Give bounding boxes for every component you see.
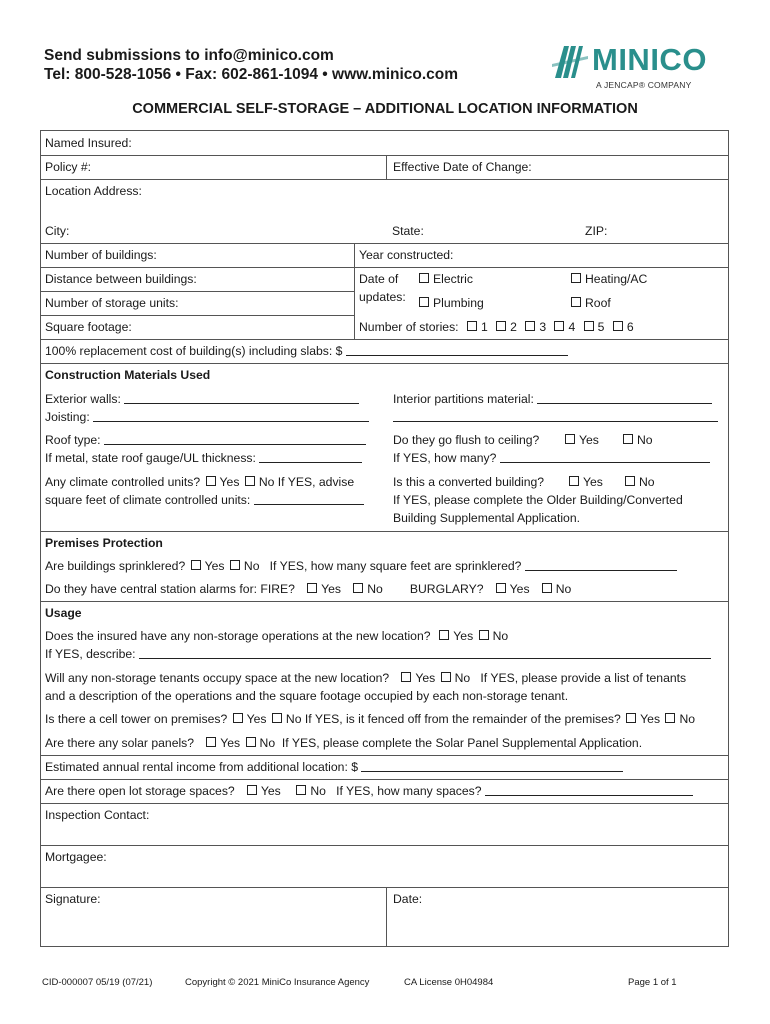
year-constructed-label: Year constructed:: [359, 248, 454, 262]
metal-roof-field[interactable]: If metal, state roof gauge/UL thickness:: [45, 451, 362, 466]
sprinklered-question[interactable]: Are buildings sprinklered? Yes No If YES, how many square feet are sprinklered?: [45, 559, 677, 574]
construction-heading: Construction Materials Used: [45, 368, 211, 382]
cell-tower-question[interactable]: Is there a cell tower on premises? Yes No If YES, is it fenced off from the remainder of the premises? Yes No: [45, 712, 696, 726]
flush-yes-option[interactable]: Yes: [563, 433, 599, 448]
rule: [41, 179, 728, 180]
form-title: COMMERCIAL SELF-STORAGE – ADDITIONAL LOCATION INFORMATION: [132, 101, 638, 117]
replacement-cost-field[interactable]: 100% replacement cost of building(s) including slabs: $: [45, 344, 568, 359]
premises-heading: Premises Protection: [45, 536, 163, 550]
climate-sqft-field[interactable]: square feet of climate controlled units:: [45, 493, 364, 508]
location-form: [40, 130, 729, 947]
flush-no-option[interactable]: No: [621, 433, 653, 448]
storage-units-label: Number of storage units:: [45, 296, 179, 310]
rule: [386, 155, 387, 179]
logo-tagline: A JENCAP® COMPANY: [596, 80, 692, 90]
minico-logo-mark-icon: [552, 44, 588, 78]
usage-heading: Usage: [45, 606, 82, 620]
joisting-field[interactable]: Joisting:: [45, 410, 369, 425]
state-label: State:: [392, 224, 424, 238]
plumbing-option[interactable]: Plumbing: [417, 296, 484, 311]
how-many-field[interactable]: If YES, how many?: [393, 451, 710, 466]
tenants-note: and a description of the operations and the square footage occupied by each non-storage tenant.: [45, 689, 569, 703]
rule: [41, 803, 728, 804]
date-label: Date:: [393, 892, 423, 906]
mortgagee-label: Mortgagee:: [45, 850, 107, 864]
logo-wordmark: MINICO: [592, 42, 707, 77]
city-label: City:: [45, 224, 70, 238]
interior-partitions-line[interactable]: [393, 410, 718, 425]
copyright: Copyright © 2021 MiniCo Insurance Agency: [185, 977, 370, 988]
non-storage-question[interactable]: Does the insured have any non-storage operations at the new location? Yes No: [45, 629, 509, 643]
rule: [41, 267, 728, 268]
converted-note-2: Building Supplemental Application.: [393, 511, 581, 525]
checkbox[interactable]: [571, 273, 581, 283]
rule: [354, 243, 355, 339]
flush-ceiling-question: Do they go flush to ceiling?: [393, 433, 540, 447]
policy-number-label: Policy #:: [45, 160, 92, 174]
rule: [41, 755, 728, 756]
rule: [386, 887, 387, 946]
rule: [41, 363, 728, 364]
roof-option[interactable]: Roof: [569, 296, 611, 311]
rule: [41, 887, 728, 888]
rule: [41, 601, 728, 602]
describe-field[interactable]: If YES, describe:: [45, 647, 711, 662]
minico-logo: [552, 44, 727, 92]
rule: [41, 155, 728, 156]
converted-no-option[interactable]: No: [623, 475, 655, 490]
checkbox[interactable]: [419, 273, 429, 283]
square-footage-label: Square footage:: [45, 320, 132, 334]
updates-label: updates:: [359, 290, 406, 304]
num-stories-field: Number of stories: 1 2 3 4 5 6: [359, 320, 634, 334]
rule: [41, 845, 728, 846]
rule: [41, 315, 354, 316]
submission-header: [44, 46, 458, 84]
tenants-question[interactable]: Will any non-storage tenants occupy space at the new location? Yes No If YES, please provide a list of tenants: [45, 671, 687, 685]
license: CA License 0H04984: [404, 977, 494, 988]
rule: [41, 243, 728, 244]
location-address-label: Location Address:: [45, 184, 142, 198]
rule: [41, 339, 728, 340]
solar-question[interactable]: Are there any solar panels? Yes No If YES, please complete the Solar Panel Supplemental Application.: [45, 736, 643, 750]
converted-note: If YES, please complete the Older Building/Converted: [393, 493, 683, 507]
checkbox[interactable]: [419, 297, 429, 307]
converted-yes-option[interactable]: Yes: [567, 475, 603, 490]
climate-question[interactable]: Any climate controlled units? Yes No If YES, advise: [45, 475, 355, 489]
electric-option[interactable]: Electric: [417, 272, 473, 287]
form-id: CID-000007 05/19 (07/21): [42, 977, 153, 988]
heating-option[interactable]: Heating/AC: [569, 272, 647, 287]
page-number: Page 1 of 1: [628, 977, 677, 988]
roof-type-field[interactable]: Roof type:: [45, 433, 366, 448]
zip-label: ZIP:: [585, 224, 608, 238]
contact-line: Tel: 800-528-1056 • Fax: 602-861-1094 • www.minico.com: [44, 66, 459, 83]
named-insured-label: Named Insured:: [45, 136, 132, 150]
rule: [41, 531, 728, 532]
alarms-question[interactable]: Do they have central station alarms for: FIRE? Yes No BURGLARY? Yes No: [45, 582, 572, 596]
exterior-walls-field[interactable]: Exterior walls:: [45, 392, 359, 407]
inspection-contact-label: Inspection Contact:: [45, 808, 150, 822]
rental-income-field[interactable]: Estimated annual rental income from additional location: $: [45, 760, 623, 775]
checkbox[interactable]: [571, 297, 581, 307]
interior-partitions-field[interactable]: Interior partitions material:: [393, 392, 712, 407]
converted-question: Is this a converted building?: [393, 475, 545, 489]
open-lot-question[interactable]: Are there open lot storage spaces? Yes No If YES, how many spaces?: [45, 784, 693, 799]
effective-date-label: Effective Date of Change:: [393, 160, 532, 174]
signature-label: Signature:: [45, 892, 101, 906]
rule: [41, 779, 728, 780]
date-of-label: Date of: [359, 272, 399, 286]
rule: [41, 291, 354, 292]
distance-label: Distance between buildings:: [45, 272, 197, 286]
submission-email-line: Send submissions to info@minico.com: [44, 47, 334, 64]
num-buildings-label: Number of buildings:: [45, 248, 157, 262]
